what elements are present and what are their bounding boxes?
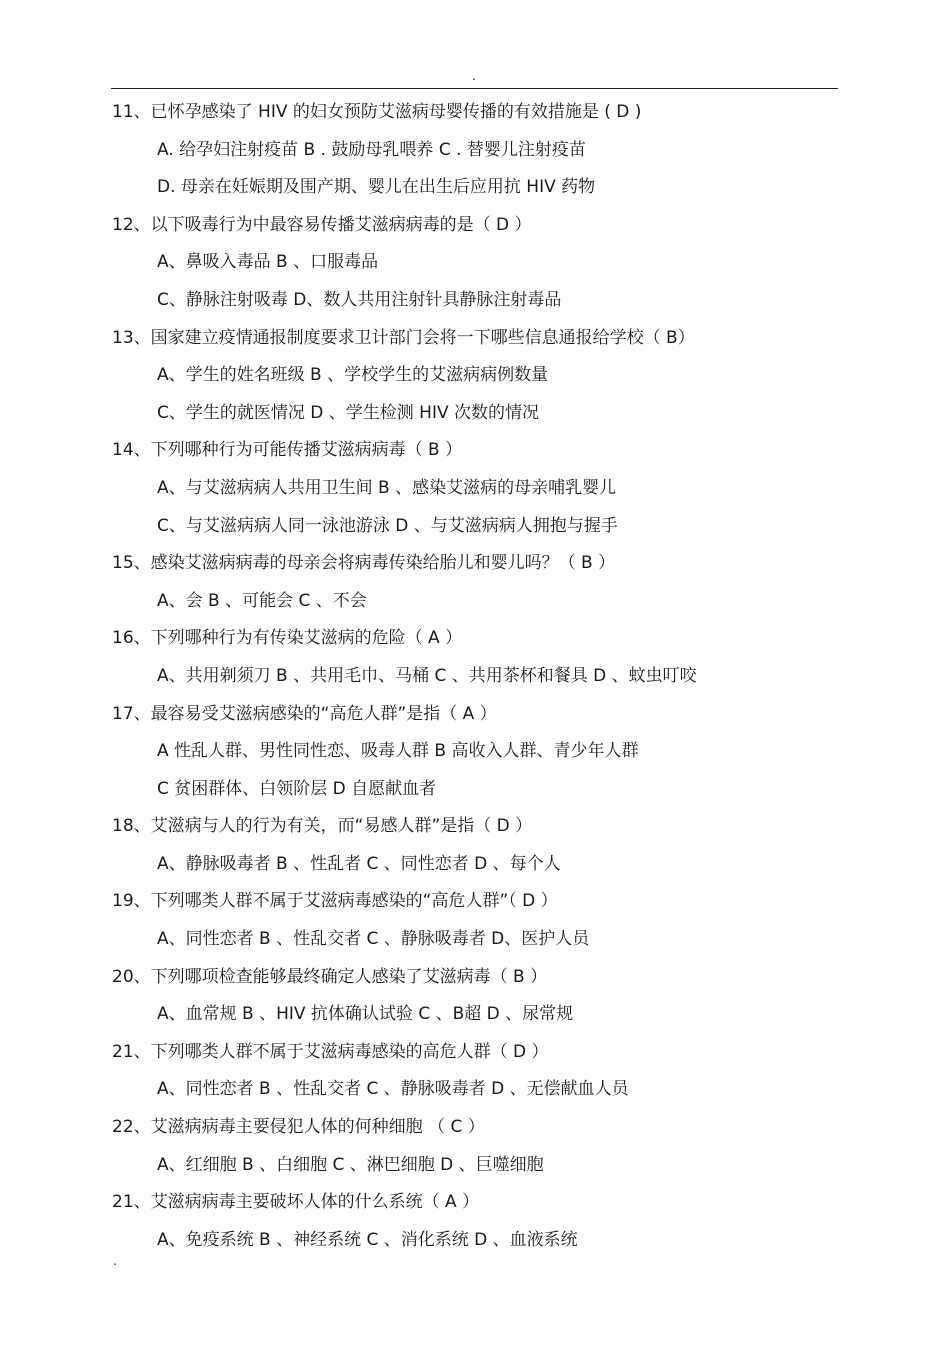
question-17: 17、最容易受艾滋病感染的“高危人群”是指（ A ） [112,703,497,724]
footer-mark: . [113,1254,117,1268]
question-17-options-2: C 贫困群体、白领阶层 D 自愿献血者 [157,778,437,799]
question-20: 20、下列哪项检查能够最终确定人感染了艾滋病毒（ B ） [112,966,548,987]
question-15: 15、感染艾滋病病毒的母亲会将病毒传染给胎儿和婴儿吗？（ B ） [112,553,616,574]
question-20-options: A、血常规 B 、HIV 抗体确认试验 C 、B超 D 、尿常规 [157,1004,574,1025]
question-14: 14、下列哪种行为可能传播艾滋病病毒（ B ） [112,440,463,461]
question-13: 13、国家建立疫情通报制度要求卫计部门会将一下哪些信息通报给学校（ B） [112,327,695,348]
question-18-options: A、静脉吸毒者 B 、性乱者 C 、同性恋者 D 、每个人 [157,853,561,874]
question-13-options-2: C、学生的就医情况 D 、学生检测 HIV 次数的情况 [157,402,540,423]
question-15-options: A、会 B 、可能会 C 、不会 [157,590,367,611]
question-list [0,94,950,1259]
question-11-options-2: D. 母亲在妊娠期及围产期、婴儿在出生后应用抗 HIV 药物 [157,177,596,198]
question-21b-options: A、免疫系统 B 、神经系统 C 、消化系统 D 、血液系统 [157,1229,578,1250]
header-mark: . [472,69,476,83]
question-17-options-1: A 性乱人群、男性同性恋、吸毒人群 B 高收入人群、青少年人群 [157,741,639,762]
question-19: 19、下列哪类人群不属于艾滋病毒感染的“高危人群”（ D ） [112,891,558,912]
question-21a: 21、下列哪类人群不属于艾滋病毒感染的高危人群（ D ） [112,1041,549,1062]
question-12-options-2: C、静脉注射吸毒 D、数人共用注射针具静脉注射毒品 [157,289,562,310]
question-19-options: A、同性恋者 B 、性乱交者 C 、静脉吸毒者 D、医护人员 [157,929,590,950]
question-18: 18、艾滋病与人的行为有关，而“易感人群”是指（ D ） [112,816,533,837]
question-16: 16、下列哪种行为有传染艾滋病的危险（ A ） [112,628,463,649]
question-22: 22、艾滋病病毒主要侵犯人体的何种细胞 （ C ） [112,1117,485,1138]
question-21b: 21、艾滋病病毒主要破坏人体的什么系统（ A ） [112,1192,480,1213]
question-22-options: A、红细胞 B 、白细胞 C 、淋巴细胞 D 、巨噬细胞 [157,1154,544,1175]
question-12-options-1: A、鼻吸入毒品 B 、口服毒品 [157,252,379,273]
header-rule [111,88,838,89]
question-14-options-1: A、与艾滋病病人共用卫生间 B 、感染艾滋病的母亲哺乳婴儿 [157,477,617,498]
question-11: 11、已怀孕感染了 HIV 的妇女预防艾滋病母婴传播的有效措施是 ( D ) [112,102,642,122]
question-13-options-1: A、学生的姓名班级 B 、学校学生的艾滋病病例数量 [157,365,549,386]
question-12: 12、以下吸毒行为中最容易传播艾滋病病毒的是（ D ） [112,214,532,235]
question-21a-options: A、同性恋者 B 、性乱交者 C 、静脉吸毒者 D 、无偿献血人员 [157,1079,629,1100]
question-14-options-2: C、与艾滋病病人同一泳池游泳 D 、与艾滋病病人拥抱与握手 [157,515,618,536]
question-16-options: A、共用剃须刀 B 、共用毛巾、马桶 C 、共用茶杯和餐具 D 、蚊虫叮咬 [157,665,697,686]
question-11-options-1: A. 给孕妇注射疫苗 B . 鼓励母乳喂养 C . 替婴儿注射疫苗 [157,139,586,160]
